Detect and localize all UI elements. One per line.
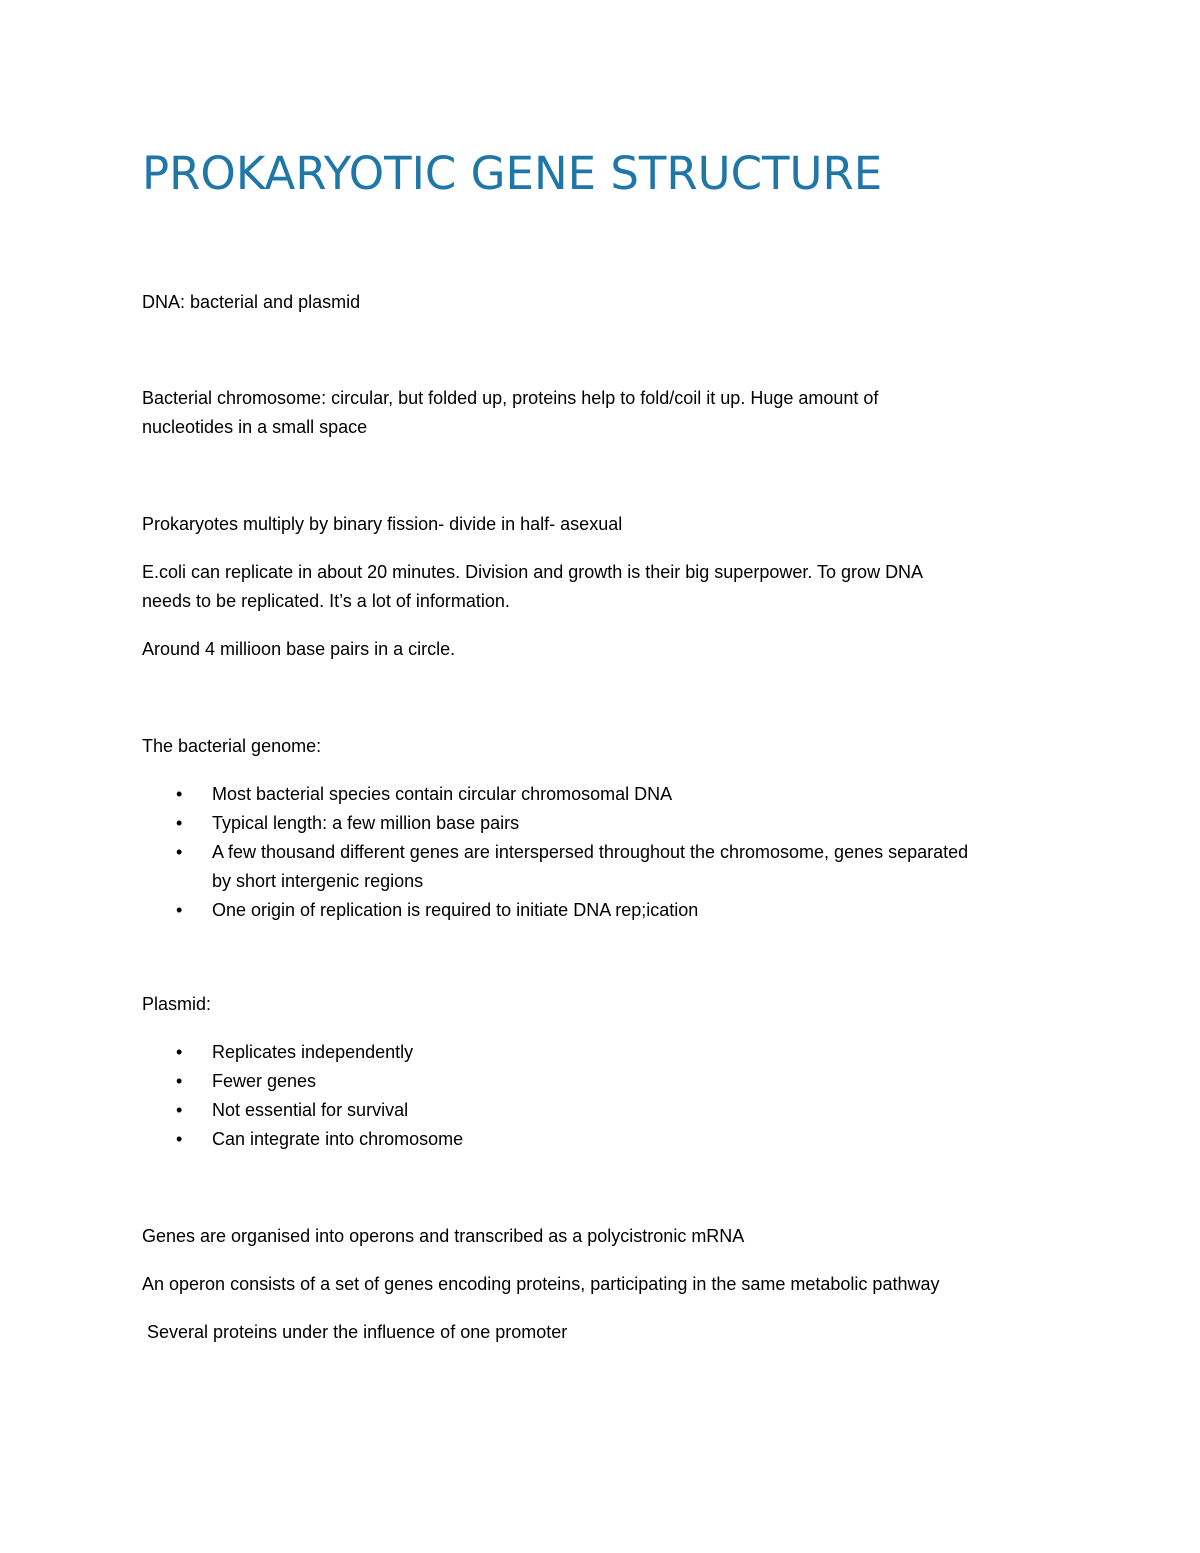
list-item-text: Fewer genes	[212, 1071, 317, 1091]
paragraph-bacterial-chromosome-line2: nucleotides in a small space	[142, 417, 368, 437]
list-item	[142, 1038, 463, 1067]
list-item	[142, 1096, 463, 1125]
list-item	[142, 780, 968, 809]
list-item-text: Most bacterial species contain circular chromosomal DNA	[212, 784, 673, 804]
bullet-icon: •	[176, 784, 183, 804]
paragraph-prokaryotes: Prokaryotes multiply by binary fission- divide in half- asexual	[142, 514, 623, 534]
bullet-icon: •	[176, 900, 183, 920]
paragraph-genes-organised: Genes are organised into operons and transcribed as a polycistronic mRNA	[142, 1226, 745, 1246]
paragraph-ecoli-line1: E.coli can replicate in about 20 minutes. Division and growth is their big superpower. To grow DNA	[142, 562, 924, 582]
list-item-text: A few thousand different genes are interspersed throughout the chromosome, genes separated	[212, 842, 969, 862]
list-item-text: Can integrate into chromosome	[212, 1129, 464, 1149]
list-item	[142, 809, 968, 838]
list-item	[142, 1067, 463, 1096]
bullet-icon: •	[176, 842, 183, 862]
bullet-icon: •	[176, 1100, 183, 1120]
paragraph-around: Around 4 millioon base pairs in a circle.	[142, 639, 456, 659]
bullet-icon: •	[176, 813, 183, 833]
paragraph-bacterial-chromosome-line1: Bacterial chromosome: circular, but folded up, proteins help to fold/coil it up. Huge amount of	[142, 388, 879, 408]
list-item-text: Replicates independently	[212, 1042, 414, 1062]
list-item	[142, 838, 968, 867]
list-item-text: Typical length: a few million base pairs	[212, 813, 520, 833]
paragraph-operon: An operon consists of a set of genes encoding proteins, participating in the same metabolic pathway	[142, 1274, 940, 1294]
paragraph-dna: DNA: bacterial and plasmid	[142, 292, 361, 312]
page-title: PROKARYOTIC GENE STRUCTURE	[142, 147, 883, 200]
bullet-icon: •	[176, 1042, 183, 1062]
list-item-text: by short intergenic regions	[212, 871, 424, 891]
paragraph-several-proteins: Several proteins under the influence of one promoter	[142, 1322, 568, 1342]
bullet-icon: •	[176, 1129, 183, 1149]
paragraph-ecoli-line2: needs to be replicated. It’s a lot of information.	[142, 591, 510, 611]
heading-bacterial-genome: The bacterial genome:	[142, 736, 322, 756]
list-item-text: One origin of replication is required to initiate DNA rep;ication	[212, 900, 699, 920]
list-item	[142, 896, 968, 925]
genome-list	[142, 780, 968, 925]
list-item-continuation	[142, 867, 968, 896]
plasmid-list	[142, 1038, 463, 1154]
heading-plasmid: Plasmid:	[142, 994, 212, 1014]
bullet-icon: •	[176, 1071, 183, 1091]
list-item	[142, 1125, 463, 1154]
list-item-text: Not essential for survival	[212, 1100, 409, 1120]
